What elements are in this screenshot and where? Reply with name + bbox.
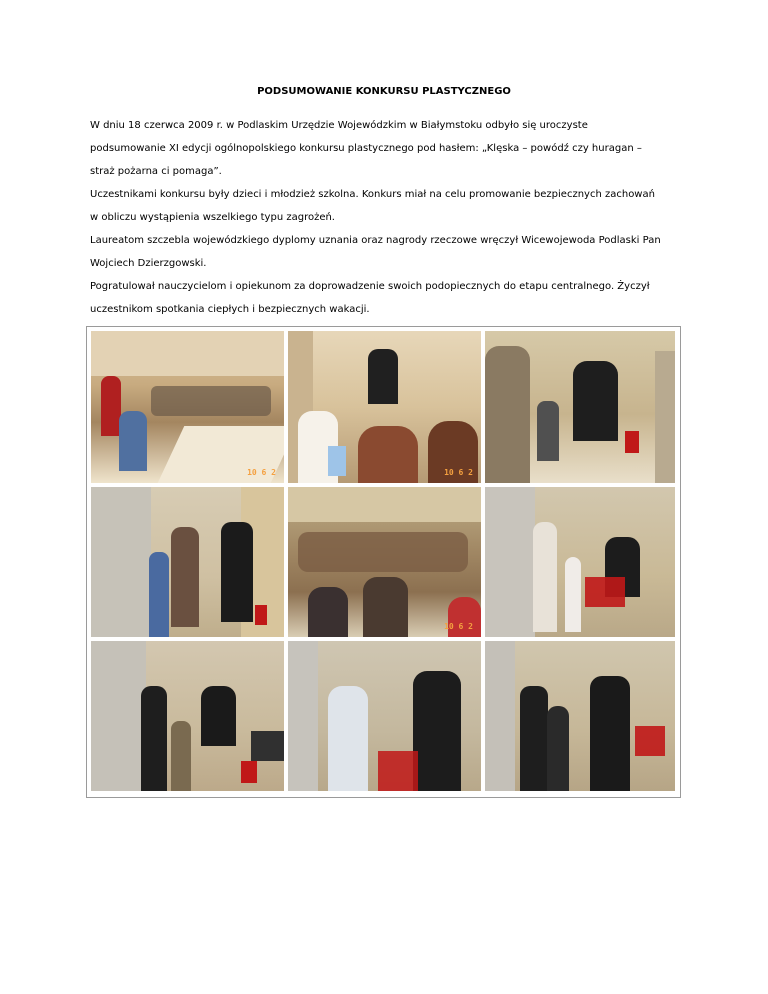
gallery-photo-girl-award [485, 487, 675, 637]
document-title: PODSUMOWANIE KONKURSU PLASTYCZNEGO [257, 86, 511, 97]
photo-gallery [86, 326, 681, 798]
body-line: uczestnikom spotkania ciepłych i bezpiecznych wakacji. [90, 304, 370, 315]
body-line: Laureatom szczebla wojewódzkiego dyplomy uznania oraz nagrody rzeczowe wręczył Wicewojewoda Podlaski Pan [90, 235, 661, 246]
body-line: Pogratulował nauczycielom i opiekunom za doprowadzenie swoich podopiecznych do etapu centralnego. Życzył [90, 281, 650, 292]
body-line: Uczestnikami konkursu były dzieci i młodzież szkolna. Konkurs miał na celu promowanie bezpiecznych zachowań [90, 189, 655, 200]
body-line: straż pożarna ci pomaga”. [90, 166, 222, 177]
body-line: w obliczu wystąpienia wszelkiego typu zagrożeń. [90, 212, 335, 223]
gallery-photo-woman-award [288, 641, 481, 791]
gallery-photo-speaker [288, 331, 481, 483]
body-line: W dniu 18 czerwca 2009 r. w Podlaskim Urzędzie Wojewódzkim w Białymstoku odbyło się uroczyste [90, 120, 588, 131]
gallery-photo-audience-hall [288, 487, 481, 637]
gallery-photo-boy-award [91, 641, 284, 791]
body-line: Wojciech Dzierzgowski. [90, 258, 207, 269]
body-line: podsumowanie XI edycji ogólnopolskiego konkursu plastycznego pod hasłem: „Klęska – powódź czy huragan – [90, 143, 642, 154]
document-body [90, 114, 690, 344]
gallery-photo-child-award [91, 487, 284, 637]
photo-date-stamp: 10 6 2 [444, 622, 473, 631]
gallery-photo-audience [91, 331, 284, 483]
photo-date-stamp: 10 6 2 [444, 468, 473, 477]
gallery-photo-handover [485, 331, 675, 483]
photo-date-stamp: 10 6 2 [247, 468, 276, 477]
gallery-photo-group-award [485, 641, 675, 791]
